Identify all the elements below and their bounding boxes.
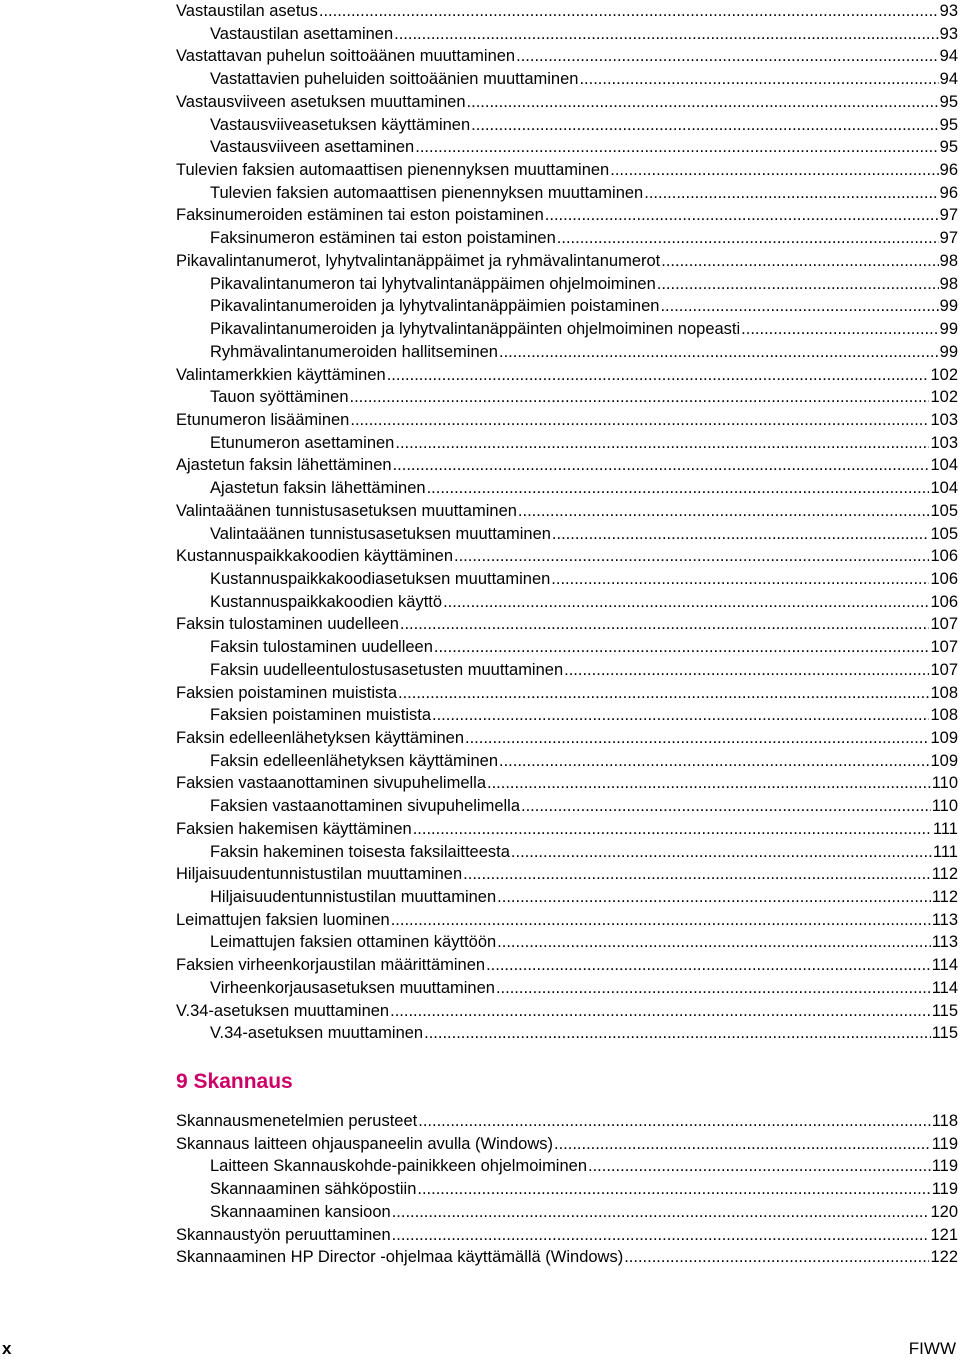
- toc-subentry[interactable]: [176, 1201, 958, 1224]
- dot-leader: [393, 454, 930, 477]
- chapter-heading: 9 Skannaus: [176, 1070, 293, 1093]
- dot-leader: [518, 500, 930, 523]
- toc-entry-title: Hiljaisuudentunnistustilan muuttaminen: [176, 865, 463, 884]
- dot-leader: [551, 568, 929, 591]
- toc-subentry[interactable]: [176, 841, 958, 864]
- toc-entry-title: Skannaaminen sähköpostiin: [210, 1180, 417, 1199]
- toc-entry-page: 111: [932, 842, 958, 861]
- dot-leader: [387, 364, 930, 387]
- dot-leader: [486, 954, 931, 977]
- toc-subentry[interactable]: [176, 114, 958, 137]
- dot-leader: [511, 841, 932, 864]
- toc-entry-title: Kustannuspaikkakoodien käyttö: [210, 592, 443, 611]
- dot-leader: [521, 795, 931, 818]
- toc-entry-page: 119: [931, 1180, 958, 1199]
- toc-entry-title: Vastaustilan asetus: [176, 2, 318, 20]
- toc-entry-title: Valintaäänen tunnistusasetuksen muuttaminen: [176, 501, 517, 520]
- toc-entry-title: Faksinumeroiden estäminen tai eston poistaminen: [176, 206, 544, 225]
- toc-entry-page: 96: [939, 161, 958, 180]
- toc-entry-title: Laitteen Skannauskohde-painikkeen ohjelmoiminen: [210, 1157, 588, 1176]
- toc-list: [176, 0, 958, 1045]
- toc-entry-page: 95: [939, 92, 958, 111]
- toc-entry[interactable]: [176, 613, 958, 636]
- toc-entry[interactable]: [176, 545, 958, 568]
- toc-entry-title: Pikavalintanumeroiden ja lyhytvalintanäppäimien poistaminen: [210, 297, 660, 316]
- dot-leader: [465, 727, 929, 750]
- toc-entry-title: Virheenkorjausasetuksen muuttaminen: [210, 978, 495, 997]
- toc-entry-title: Vastausviiveen asettaminen: [210, 138, 415, 157]
- toc-entry-title: Faksin edelleenlähetyksen käyttäminen: [210, 751, 499, 770]
- toc-entry-page: 98: [939, 251, 958, 270]
- dot-leader: [644, 182, 938, 205]
- dot-leader: [392, 1224, 930, 1247]
- toc-entry-title: Vastausviiveen asetuksen muuttaminen: [176, 92, 466, 111]
- toc-entry-page: 93: [939, 2, 958, 20]
- toc-subentry[interactable]: [176, 931, 958, 954]
- toc-entry-page: 99: [939, 297, 958, 316]
- toc-entry-page: 112: [931, 865, 958, 884]
- toc-list-chapter-9: [176, 1110, 958, 1269]
- toc-entry-page: 111: [932, 819, 958, 838]
- toc-entry[interactable]: [176, 1246, 958, 1269]
- dot-leader: [424, 1022, 931, 1045]
- toc-subentry[interactable]: [176, 636, 958, 659]
- dot-leader: [545, 204, 939, 227]
- toc-entry-title: Faksien poistaminen muistista: [176, 683, 398, 702]
- dot-leader: [516, 45, 939, 68]
- dot-leader: [497, 931, 931, 954]
- toc-subentry[interactable]: [176, 750, 958, 773]
- toc-entry-title: Faksien virheenkorjaustilan määrittäminen: [176, 956, 486, 975]
- toc-subentry[interactable]: [176, 386, 958, 409]
- toc-entry-title: Tauon syöttäminen: [210, 388, 349, 407]
- toc-entry-page: 99: [939, 320, 958, 339]
- toc-entry[interactable]: [176, 772, 958, 795]
- toc-entry-title: Hiljaisuudentunnistustilan muuttaminen: [210, 888, 497, 907]
- toc-entry-title: Skannausmenetelmien perusteet: [176, 1112, 418, 1130]
- dot-leader: [319, 0, 939, 23]
- toc-entry-page: 110: [931, 774, 958, 793]
- dot-leader: [557, 227, 939, 250]
- toc-entry-page: 97: [939, 229, 958, 248]
- toc-entry-page: 108: [930, 706, 958, 725]
- toc-entry-page: 94: [939, 70, 958, 89]
- toc-subentry[interactable]: [176, 68, 958, 91]
- dot-leader: [394, 23, 939, 46]
- dot-leader: [554, 1133, 931, 1156]
- dot-leader: [657, 273, 939, 296]
- toc-entry-title: Ryhmävalintanumeroiden hallitseminen: [210, 342, 498, 361]
- toc-entry-title: Faksien vastaanottaminen sivupuhelimella: [176, 774, 487, 793]
- dot-leader: [400, 613, 930, 636]
- toc-entry-title: V.34-asetuksen muuttaminen: [210, 1024, 424, 1043]
- toc-entry[interactable]: [176, 1224, 958, 1247]
- toc-entry-page: 119: [931, 1134, 958, 1153]
- toc-entry[interactable]: [176, 364, 958, 387]
- toc-entry-title: Pikavalintanumeron tai lyhytvalintanäppäimen ohjelmoiminen: [210, 274, 656, 293]
- toc-entry-page: 106: [930, 569, 958, 588]
- dot-leader: [624, 1246, 929, 1269]
- toc-subentry[interactable]: [176, 136, 958, 159]
- toc-entry-page: 103: [930, 433, 958, 452]
- toc-subentry[interactable]: [176, 432, 958, 455]
- toc-entry[interactable]: [176, 727, 958, 750]
- toc-entry-title: Pikavalintanumeroiden ja lyhytvalintanäppäinten ohjelmoiminen nopeasti: [210, 320, 741, 339]
- document-code: FIWW: [908, 1339, 956, 1358]
- dot-leader: [432, 704, 929, 727]
- toc-entry-title: Faksinumeron estäminen tai eston poistaminen: [210, 229, 556, 248]
- toc-entry-title: Skannaustyön peruuttaminen: [176, 1225, 391, 1244]
- toc-entry-page: 109: [930, 729, 958, 747]
- toc-subentry[interactable]: [176, 273, 958, 296]
- toc-entry-page: 102: [930, 365, 958, 384]
- toc-entry-title: Faksin tulostaminen uudelleen: [176, 615, 399, 634]
- dot-leader: [443, 591, 929, 614]
- page-number: x: [2, 1339, 12, 1358]
- dot-leader: [398, 682, 929, 705]
- dot-leader: [588, 1155, 931, 1178]
- toc-entry-page: 114: [931, 956, 958, 975]
- toc-entry[interactable]: [176, 1110, 958, 1133]
- toc-entry[interactable]: [176, 1133, 958, 1156]
- toc-entry[interactable]: [176, 159, 958, 182]
- toc-entry-page: 107: [930, 638, 958, 657]
- toc-entry-title: Tulevien faksien automaattisen pienennyksen muuttaminen: [210, 183, 644, 202]
- dot-leader: [463, 863, 931, 886]
- dot-leader: [350, 386, 930, 409]
- toc-entry-page: 93: [939, 24, 958, 43]
- toc-entry-title: Faksin uudelleentulostusasetusten muuttaminen: [210, 660, 564, 679]
- toc-entry-page: 122: [930, 1248, 958, 1267]
- toc-entry-page: 112: [931, 888, 958, 907]
- toc-entry-title: Skannaaminen HP Director -ohjelmaa käyttämällä (Windows): [176, 1248, 624, 1267]
- dot-leader: [434, 636, 930, 659]
- toc-entry-title: Etunumeron asettaminen: [210, 433, 395, 452]
- toc-subentry[interactable]: [176, 659, 958, 682]
- toc-entry-title: Tulevien faksien automaattisen pienennyksen muuttaminen: [176, 161, 610, 180]
- toc-entry-title: Valintaäänen tunnistusasetuksen muuttaminen: [210, 524, 551, 543]
- dot-leader: [454, 545, 929, 568]
- toc-entry-title: Faksin edelleenlähetyksen käyttäminen: [176, 729, 465, 747]
- toc-entry-page: 98: [939, 274, 958, 293]
- toc-entry-page: 105: [930, 501, 958, 520]
- toc-entry-page: 95: [939, 138, 958, 157]
- toc-entry-page: 108: [930, 683, 958, 702]
- toc-entry-page: 121: [930, 1225, 958, 1244]
- dot-leader: [552, 523, 930, 546]
- toc-subentry[interactable]: [176, 977, 958, 1000]
- toc-entry-page: 113: [931, 933, 958, 952]
- toc-entry-title: Leimattujen faksien luominen: [176, 910, 390, 929]
- toc-subentry[interactable]: [176, 295, 958, 318]
- dot-leader: [487, 772, 931, 795]
- dot-leader: [741, 318, 938, 341]
- toc-entry-title: Faksien poistaminen muistista: [210, 706, 432, 725]
- toc-entry-title: Kustannuspaikkakoodiasetuksen muuttaminen: [210, 569, 551, 588]
- toc-entry-title: Faksien vastaanottaminen sivupuhelimella: [210, 797, 521, 816]
- dot-leader: [350, 409, 929, 432]
- toc-entry-page: 103: [930, 410, 958, 429]
- toc-subentry[interactable]: [176, 523, 958, 546]
- toc-entry-page: 102: [930, 388, 958, 407]
- toc-entry-title: Vastausviiveasetuksen käyttäminen: [210, 115, 471, 134]
- toc-entry-page: 94: [939, 47, 958, 66]
- toc-entry[interactable]: [176, 204, 958, 227]
- toc-subentry[interactable]: [176, 182, 958, 205]
- dot-leader: [467, 91, 939, 114]
- toc-entry-page: 107: [930, 660, 958, 679]
- dot-leader: [391, 909, 931, 932]
- toc-entry-title: Skannaus laitteen ohjauspaneelin avulla (Windows): [176, 1134, 553, 1153]
- toc-entry-title: Faksien hakemisen käyttäminen: [176, 819, 412, 838]
- toc-subentry[interactable]: [176, 591, 958, 614]
- toc-entry[interactable]: [176, 409, 958, 432]
- dot-leader: [499, 341, 939, 364]
- toc-entry-page: 97: [939, 206, 958, 225]
- toc-subentry[interactable]: [176, 1155, 958, 1178]
- toc-entry-page: 107: [930, 615, 958, 634]
- toc-entry-title: Pikavalintanumerot, lyhytvalintanäppäimet ja ryhmävalintanumerot: [176, 251, 661, 270]
- toc-entry-page: 104: [930, 479, 958, 498]
- dot-leader: [661, 250, 938, 273]
- toc-entry[interactable]: [176, 91, 958, 114]
- toc-entry[interactable]: [176, 682, 958, 705]
- toc-entry-title: Vastaustilan asettaminen: [210, 24, 394, 43]
- toc-subentry[interactable]: [176, 1178, 958, 1201]
- toc-entry-page: 109: [930, 751, 958, 770]
- toc-entry-title: Faksin hakeminen toisesta faksilaitteesta: [210, 842, 510, 861]
- toc-entry-title: Etunumeron lisääminen: [176, 410, 350, 429]
- toc-entry-title: Leimattujen faksien ottaminen käyttöön: [210, 933, 497, 952]
- toc-entry-title: Valintamerkkien käyttäminen: [176, 365, 386, 384]
- toc-subentry[interactable]: [176, 227, 958, 250]
- toc-entry-title: Skannaaminen kansioon: [210, 1202, 391, 1221]
- toc-entry-title: Kustannuspaikkakoodien käyttäminen: [176, 547, 454, 566]
- toc-entry-title: Vastattavan puhelun soittoäänen muuttaminen: [176, 47, 516, 66]
- toc-entry-page: 95: [939, 115, 958, 134]
- toc-entry[interactable]: [176, 818, 958, 841]
- toc-entry-page: 105: [930, 524, 958, 543]
- dot-leader: [497, 886, 931, 909]
- toc-entry-page: 114: [931, 978, 958, 997]
- toc-entry-page: 99: [939, 342, 958, 361]
- toc-entry[interactable]: [176, 45, 958, 68]
- toc-entry-title: Ajastetun faksin lähettäminen: [210, 479, 426, 498]
- toc-entry-page: 113: [931, 910, 958, 929]
- dot-leader: [418, 1110, 930, 1133]
- toc-entry-title: Ajastetun faksin lähettäminen: [176, 456, 392, 475]
- toc-subentry[interactable]: [176, 23, 958, 46]
- toc-entry-page: 120: [930, 1202, 958, 1221]
- toc-entry[interactable]: [176, 954, 958, 977]
- dot-leader: [471, 114, 938, 137]
- dot-leader: [413, 818, 932, 841]
- toc-entry[interactable]: [176, 1000, 958, 1023]
- toc-subentry[interactable]: [176, 795, 958, 818]
- toc-entry-title: Vastattavien puheluiden soittoäänien muuttaminen: [210, 70, 579, 89]
- toc-entry[interactable]: [176, 863, 958, 886]
- toc-entry[interactable]: [176, 0, 958, 23]
- dot-leader: [610, 159, 938, 182]
- toc-entry[interactable]: [176, 250, 958, 273]
- toc-subentry[interactable]: [176, 886, 958, 909]
- toc-entry-page: 118: [931, 1112, 958, 1130]
- toc-entry[interactable]: [176, 909, 958, 932]
- toc-subentry[interactable]: [176, 568, 958, 591]
- toc-entry-page: 106: [930, 547, 958, 566]
- dot-leader: [660, 295, 938, 318]
- toc-entry-page: 96: [939, 183, 958, 202]
- dot-leader: [392, 1201, 930, 1224]
- dot-leader: [427, 477, 930, 500]
- dot-leader: [415, 136, 938, 159]
- dot-leader: [395, 432, 929, 455]
- toc-entry-page: 119: [931, 1157, 958, 1176]
- dot-leader: [579, 68, 938, 91]
- toc-subentry[interactable]: [176, 704, 958, 727]
- dot-leader: [417, 1178, 930, 1201]
- toc-entry[interactable]: [176, 500, 958, 523]
- toc-entry-page: 104: [930, 456, 958, 475]
- toc-entry[interactable]: [176, 454, 958, 477]
- dot-leader: [499, 750, 929, 773]
- toc-subentry[interactable]: [176, 341, 958, 364]
- toc-subentry[interactable]: [176, 318, 958, 341]
- toc-entry-page: 110: [931, 797, 958, 816]
- toc-subentry[interactable]: [176, 1022, 958, 1045]
- toc-entry-page: 106: [930, 592, 958, 611]
- dot-leader: [496, 977, 931, 1000]
- toc-entry-page: 115: [931, 1001, 958, 1020]
- toc-entry-title: Faksin tulostaminen uudelleen: [210, 638, 433, 657]
- dot-leader: [564, 659, 929, 682]
- toc-subentry[interactable]: [176, 477, 958, 500]
- dot-leader: [390, 1000, 931, 1023]
- toc-entry-title: V.34-asetuksen muuttaminen: [176, 1001, 390, 1020]
- toc-entry-page: 115: [931, 1024, 958, 1043]
